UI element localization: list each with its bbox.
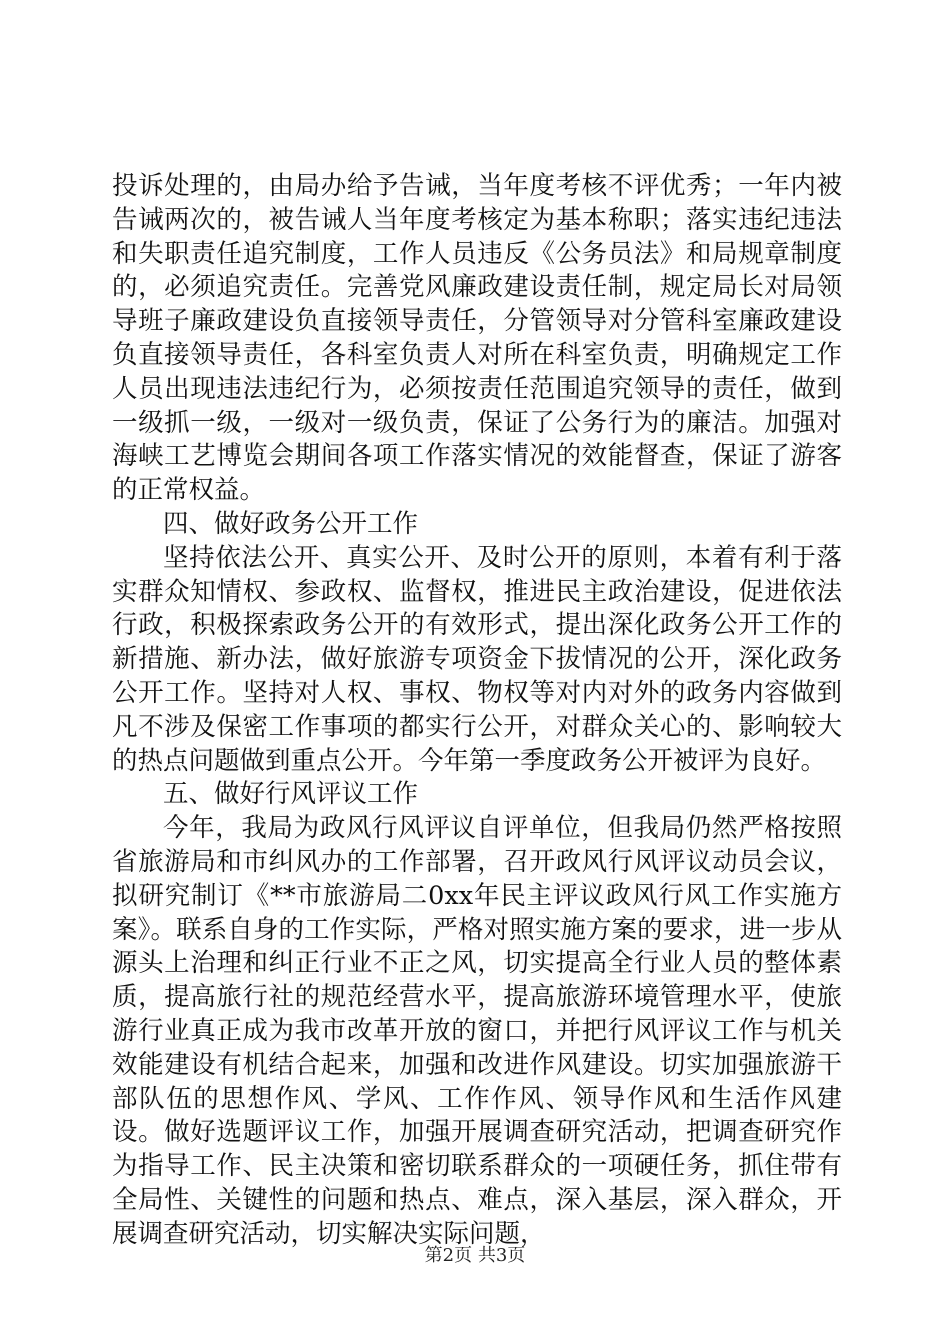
paragraph-section-4: 坚持依法公开、真实公开、及时公开的原则，本着有利于落实群众知情权、参政权、监督权，推进民主政治建设，促进依法行政，积极探索政务公开的有效形式，提出深化政务公开工作的新措施、新办法，做好旅游专项资金下拔情况的公开，深化政务公开工作。坚持对人权、事权、物权等对内对外的政务内容做到凡不涉及保密工作事项的都实行公开，对群众关心的、影响较大的热点问题做到重点公开。今年第一季度政务公开被评为良好。 xyxy=(112,542,842,776)
section-heading-4: 四、做好政务公开工作 xyxy=(163,508,419,539)
paragraph-continuation: 投诉处理的，由局办给予告诫，当年度考核不评优秀；一年内被告诫两次的，被告诫人当年度考核定为基本称职；落实违纪违法和失职责任追究制度，工作人员违反《公务员法》和局规章制度的，必须追究责任。完善党风廉政建设责任制，规定局长对局领导班子廉政建设负直接领导责任，分管领导对分管科室廉政建设负直接领导责任，各科室负责人对所在科室负责，明确规定工作人员出现违法违纪行为，必须按责任范围追究领导的责任，做到一级抓一级，一级对一级负责，保证了公务行为的廉洁。加强对海峡工艺博览会期间各项工作落实情况的效能督查，保证了游客的正常权益。 xyxy=(112,171,842,506)
section-heading-5: 五、做好行风评议工作 xyxy=(163,779,419,810)
document-body xyxy=(112,170,842,1252)
page-footer: 第2页 共3页 xyxy=(424,1245,526,1266)
paragraph-section-5: 今年，我局为政风行风评议自评单位，但我局仍然严格按照省旅游局和市纠风办的工作部署，召开政风行风评议动员会议，拟研究制订《**市旅游局二0xx年民主评议政风行风工作实施方案》。联系自身的工作实际，严格对照实施方案的要求，进一步从源头上治理和纠正行业不正之风，切实提高全行业人员的整体素质，提高旅行社的规范经营水平，提高旅游环境管理水平，使旅游行业真正成为我市改革开放的窗口，并把行风评议工作与机关效能建设有机结合起来，加强和改进作风建设。切实加强旅游干部队伍的思想作风、学风、工作作风、领导作风和生活作风建设。做好选题评议工作，加强开展调查研究活动，把调查研究作为指导工作、民主决策和密切联系群众的一项硬任务，抓住带有全局性、关键性的问题和热点、难点，深入基层，深入群众，开展调查研究活动，切实解决实际问题， xyxy=(112,813,842,1249)
